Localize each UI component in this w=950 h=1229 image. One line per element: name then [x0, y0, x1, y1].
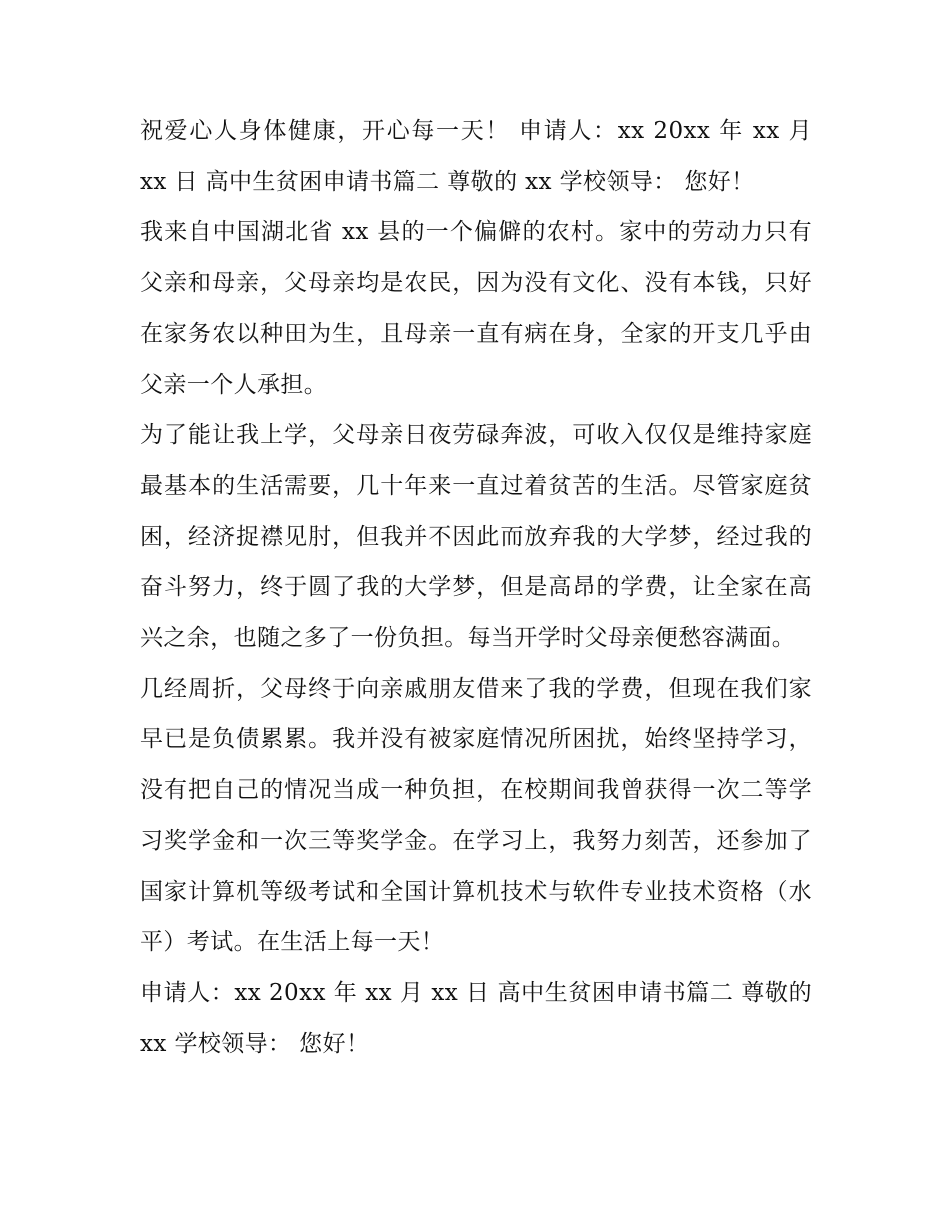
document-body: [140, 106, 812, 1069]
paragraph-opening: 祝爱心人身体健康，开心每一天！ 申请人：xx 20xx 年 xx 月 xx 日 高中生贫困申请书篇二 尊敬的 xx 学校领导： 您好！: [140, 118, 812, 195]
paragraph-closing: 申请人：xx 20xx 年 xx 月 xx 日 高中生贫困申请书篇二 尊敬的 xx 学校领导： 您好！: [140, 979, 812, 1057]
paragraph-family-background: 我来自中国湖北省 xx 县的一个偏僻的农村。家中的劳动力只有父亲和母亲，父母亲均是农民，因为没有文化、没有本钱，只好在家务农以种田为生，且母亲一直有病在身，全家的开支几乎由父亲一个人承担。: [140, 219, 812, 398]
paragraph-study-achievements: 几经周折，父母终于向亲戚朋友借来了我的学费，但现在我们家早已是负债累累。我并没有被家庭情况所困扰，始终坚持学习，没有把自己的情况当成一种负担，在校期间我曾获得一次二等学习奖学金和一次三等奖学金。在学习上，我努力刻苦，还参加了国家计算机等级考试和全国计算机技术与软件专业技术资格（水平）考试。在生活上每一天！: [140, 675, 812, 956]
paragraph-education-hardship: 为了能让我上学，父母亲日夜劳碌奔波，可收入仅仅是维持家庭最基本的生活需要，几十年来一直过着贫苦的生活。尽管家庭贫困，经济捉襟见肘，但我并不因此而放弃我的大学梦，经过我的奋斗努力，终于圆了我的大学梦，但是高昂的学费，让全家在高兴之余，也随之多了一份负担。每当开学时父母亲便愁容满面。: [140, 422, 812, 652]
